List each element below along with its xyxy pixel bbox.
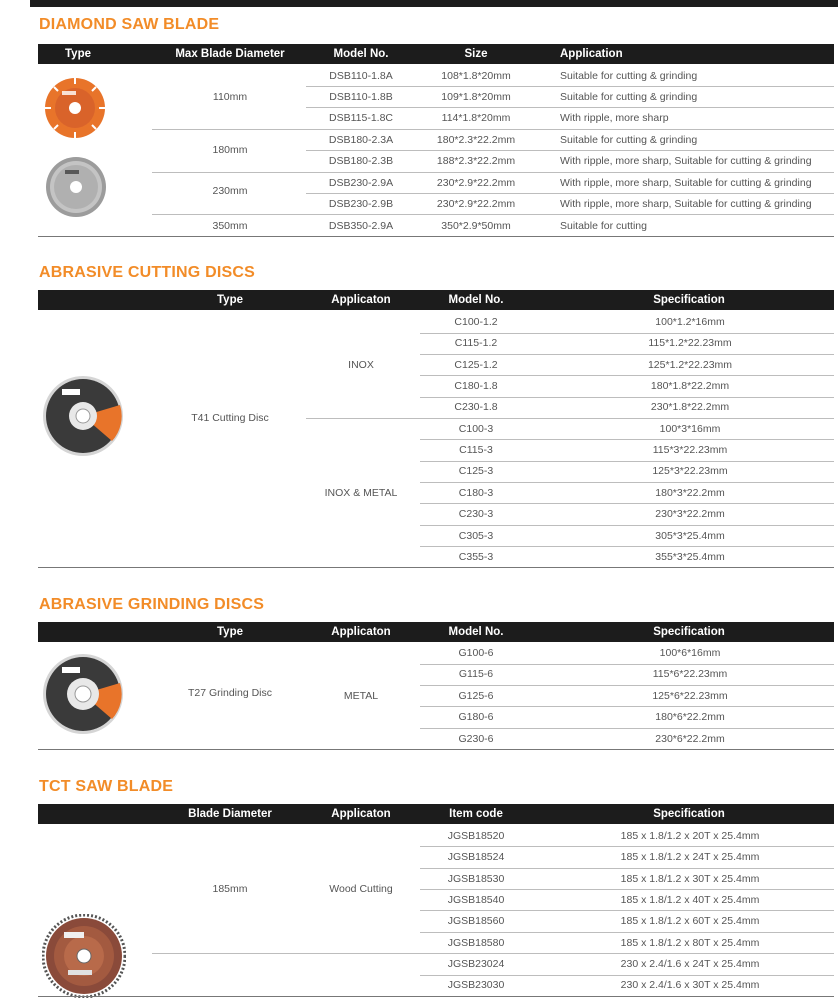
- table-cell: DSB230-2.9A: [328, 177, 394, 189]
- tct-saw-blade-icon: [42, 914, 126, 998]
- table-cell: G100-6: [458, 647, 494, 659]
- table-cell: 180*3*22.2mm: [655, 487, 725, 499]
- table-cell: JGSB18560: [447, 915, 505, 927]
- row-divider: [420, 333, 834, 334]
- row-divider: [420, 439, 834, 440]
- row-divider: [152, 953, 834, 954]
- table-bottom-border: [38, 567, 834, 568]
- table-cell: 230*3*22.2mm: [655, 508, 725, 520]
- tct-app: Wood Cutting: [329, 883, 393, 895]
- table-cell: 185 x 1.8/1.2 x 30T x 25.4mm: [620, 873, 760, 885]
- table-cell: C305-3: [458, 530, 494, 542]
- cutting-app-inox-metal: INOX & METAL: [324, 487, 398, 499]
- table-cell: With ripple, more sharp, Suitable for cutting & grinding: [560, 155, 812, 167]
- row-divider: [420, 868, 834, 869]
- table-cell: 230*6*22.2mm: [655, 733, 725, 745]
- cutting-type: T41 Cutting Disc: [191, 412, 269, 424]
- table-cell: G180-6: [458, 711, 494, 723]
- table-cell: Suitable for cutting & grinding: [560, 70, 698, 82]
- table-cell: 230*1.8*22.2mm: [650, 401, 730, 413]
- diamond-header-diameter: Max Blade Diameter: [175, 48, 285, 60]
- diamond-blade-grey-icon: [45, 156, 107, 218]
- table-cell: 180*1.8*22.2mm: [650, 380, 730, 392]
- row-divider: [420, 728, 834, 729]
- table-cell: 115*3*22.23mm: [652, 444, 728, 456]
- row-divider: [420, 685, 834, 686]
- table-cell: 230*2.9*22.2mm: [436, 177, 516, 189]
- table-cell: JGSB18520: [447, 830, 505, 842]
- table-cell: C115-3: [459, 444, 493, 456]
- cutting-header-type: Type: [217, 294, 243, 306]
- diamond-diameter-180: 180mm: [212, 144, 248, 156]
- cutting-section-title: ABRASIVE CUTTING DISCS: [39, 264, 255, 281]
- table-cell: DSB110-1.8B: [329, 91, 393, 103]
- table-cell: 230 x 2.4/1.6 x 30T x 25.4mm: [620, 979, 760, 991]
- table-cell: 108*1.8*20mm: [441, 70, 511, 82]
- table-cell: 355*3*25.4mm: [655, 551, 725, 563]
- row-divider: [152, 214, 834, 215]
- table-cell: G115-6: [458, 668, 494, 680]
- diamond-diameter-110: 110mm: [212, 91, 248, 103]
- table-cell: With ripple, more sharp, Suitable for cutting & grinding: [560, 177, 812, 189]
- row-divider: [152, 129, 834, 130]
- table-cell: G230-6: [458, 733, 494, 745]
- table-cell: C100-3: [458, 423, 494, 435]
- row-divider: [420, 397, 834, 398]
- table-cell: DSB230-2.9B: [328, 198, 394, 210]
- table-bottom-border: [38, 236, 834, 237]
- table-cell: DSB180-2.3A: [328, 134, 394, 146]
- table-cell: JGSB18524: [447, 851, 505, 863]
- table-cell: C125-1.2: [454, 359, 498, 371]
- row-divider: [420, 375, 834, 376]
- table-cell: JGSB18540: [447, 894, 505, 906]
- grinding-type: T27 Grinding Disc: [187, 687, 273, 699]
- row-divider: [420, 910, 834, 911]
- tct-header-specification: Specification: [653, 808, 725, 820]
- row-divider: [420, 889, 834, 890]
- diamond-header-type: Type: [65, 48, 91, 60]
- table-cell: Suitable for cutting & grinding: [560, 91, 698, 103]
- table-cell: 188*2.3*22.2mm: [436, 155, 516, 167]
- table-cell: 185 x 1.8/1.2 x 80T x 25.4mm: [620, 937, 760, 949]
- diamond-header-application: Application: [560, 48, 623, 60]
- tct-section-title: TCT SAW BLADE: [39, 778, 174, 795]
- row-divider: [420, 525, 834, 526]
- table-cell: G125-6: [458, 690, 494, 702]
- row-divider: [420, 932, 834, 933]
- cutting-app-inox: INOX: [348, 359, 374, 371]
- table-cell: 185 x 1.8/1.2 x 40T x 25.4mm: [620, 894, 760, 906]
- row-divider: [306, 418, 834, 419]
- diamond-header-size: Size: [464, 48, 488, 60]
- table-cell: With ripple, more sharp: [560, 112, 669, 124]
- grinding-section-title: ABRASIVE GRINDING DISCS: [39, 596, 265, 613]
- row-divider: [420, 975, 834, 976]
- row-divider: [420, 354, 834, 355]
- grinding-header-application: Applicaton: [331, 626, 391, 638]
- table-cell: 115*6*22.23mm: [652, 668, 728, 680]
- table-cell: C230-1.8: [454, 401, 498, 413]
- table-cell: C100-1.2: [454, 316, 498, 328]
- row-divider: [420, 664, 834, 665]
- row-divider: [420, 461, 834, 462]
- grinding-header-specification: Specification: [653, 626, 725, 638]
- table-cell: 185 x 1.8/1.2 x 60T x 25.4mm: [620, 915, 760, 927]
- diamond-header-model: Model No.: [333, 48, 389, 60]
- row-divider: [152, 172, 834, 173]
- table-cell: 180*6*22.2mm: [655, 711, 725, 723]
- row-divider: [306, 86, 834, 87]
- table-cell: 180*2.3*22.2mm: [436, 134, 516, 146]
- row-divider: [306, 193, 834, 194]
- grinding-table-header: [38, 622, 834, 642]
- table-bottom-border: [38, 996, 834, 997]
- table-cell: 100*1.2*16mm: [655, 316, 725, 328]
- table-cell: 100*3*16mm: [659, 423, 721, 435]
- table-cell: 109*1.8*20mm: [441, 91, 511, 103]
- table-cell: C115-1.2: [454, 337, 498, 349]
- table-cell: JGSB23024: [447, 958, 505, 970]
- tct-header-item-code: Item code: [449, 808, 503, 820]
- row-divider: [420, 503, 834, 504]
- table-cell: C230-3: [458, 508, 494, 520]
- grinding-header-model: Model No.: [448, 626, 504, 638]
- table-cell: 305*3*25.4mm: [655, 530, 725, 542]
- cutting-header-model: Model No.: [448, 294, 504, 306]
- grinding-disc-icon: [42, 653, 124, 735]
- table-cell: C180-3: [458, 487, 494, 499]
- top-bar: [30, 0, 838, 7]
- row-divider: [420, 706, 834, 707]
- table-cell: DSB115-1.8C: [328, 112, 394, 124]
- table-cell: 115*1.2*22.23mm: [648, 337, 732, 349]
- tct-header-application: Applicaton: [331, 808, 391, 820]
- cutting-table-header: [38, 290, 834, 310]
- table-cell: 185 x 1.8/1.2 x 24T x 25.4mm: [620, 851, 760, 863]
- cutting-disc-icon: [42, 375, 124, 457]
- table-cell: Suitable for cutting: [560, 220, 647, 232]
- diamond-diameter-350: 350mm: [212, 220, 248, 232]
- tct-table-header: [38, 804, 834, 824]
- table-cell: DSB180-2.3B: [328, 155, 394, 167]
- table-cell: 125*1.2*22.23mm: [647, 359, 733, 371]
- table-cell: JGSB18580: [447, 937, 505, 949]
- table-cell: Suitable for cutting & grinding: [560, 134, 698, 146]
- table-cell: 230*2.9*22.2mm: [436, 198, 516, 210]
- diamond-diameter-230: 230mm: [212, 185, 248, 197]
- table-cell: DSB110-1.8A: [329, 70, 393, 82]
- table-cell: 230 x 2.4/1.6 x 24T x 25.4mm: [620, 958, 760, 970]
- row-divider: [420, 846, 834, 847]
- table-cell: 185 x 1.8/1.2 x 20T x 25.4mm: [620, 830, 760, 842]
- table-cell: DSB350-2.9A: [328, 220, 394, 232]
- diamond-table-header: [38, 44, 834, 64]
- table-cell: JGSB18530: [447, 873, 505, 885]
- row-divider: [420, 546, 834, 547]
- table-cell: C355-3: [458, 551, 494, 563]
- table-cell: 125*3*22.23mm: [652, 465, 728, 477]
- table-cell: C180-1.8: [454, 380, 498, 392]
- table-cell: C125-3: [458, 465, 494, 477]
- row-divider: [306, 107, 834, 108]
- cutting-header-application: Applicaton: [331, 294, 391, 306]
- table-cell: With ripple, more sharp, Suitable for cutting & grinding: [560, 198, 812, 210]
- table-cell: 100*6*16mm: [659, 647, 721, 659]
- table-cell: JGSB23030: [447, 979, 505, 991]
- tct-diameter: 185mm: [212, 883, 248, 895]
- grinding-header-type: Type: [217, 626, 243, 638]
- table-cell: 350*2.9*50mm: [441, 220, 511, 232]
- row-divider: [306, 150, 834, 151]
- table-cell: 114*1.8*20mm: [441, 112, 511, 124]
- diamond-blade-orange-icon: [44, 77, 106, 139]
- tct-header-diameter: Blade Diameter: [188, 808, 272, 820]
- table-cell: 125*6*22.23mm: [652, 690, 728, 702]
- row-divider: [420, 482, 834, 483]
- cutting-header-specification: Specification: [653, 294, 725, 306]
- diamond-section-title: DIAMOND SAW BLADE: [39, 16, 220, 33]
- table-bottom-border: [38, 749, 834, 750]
- grinding-app: METAL: [343, 690, 379, 702]
